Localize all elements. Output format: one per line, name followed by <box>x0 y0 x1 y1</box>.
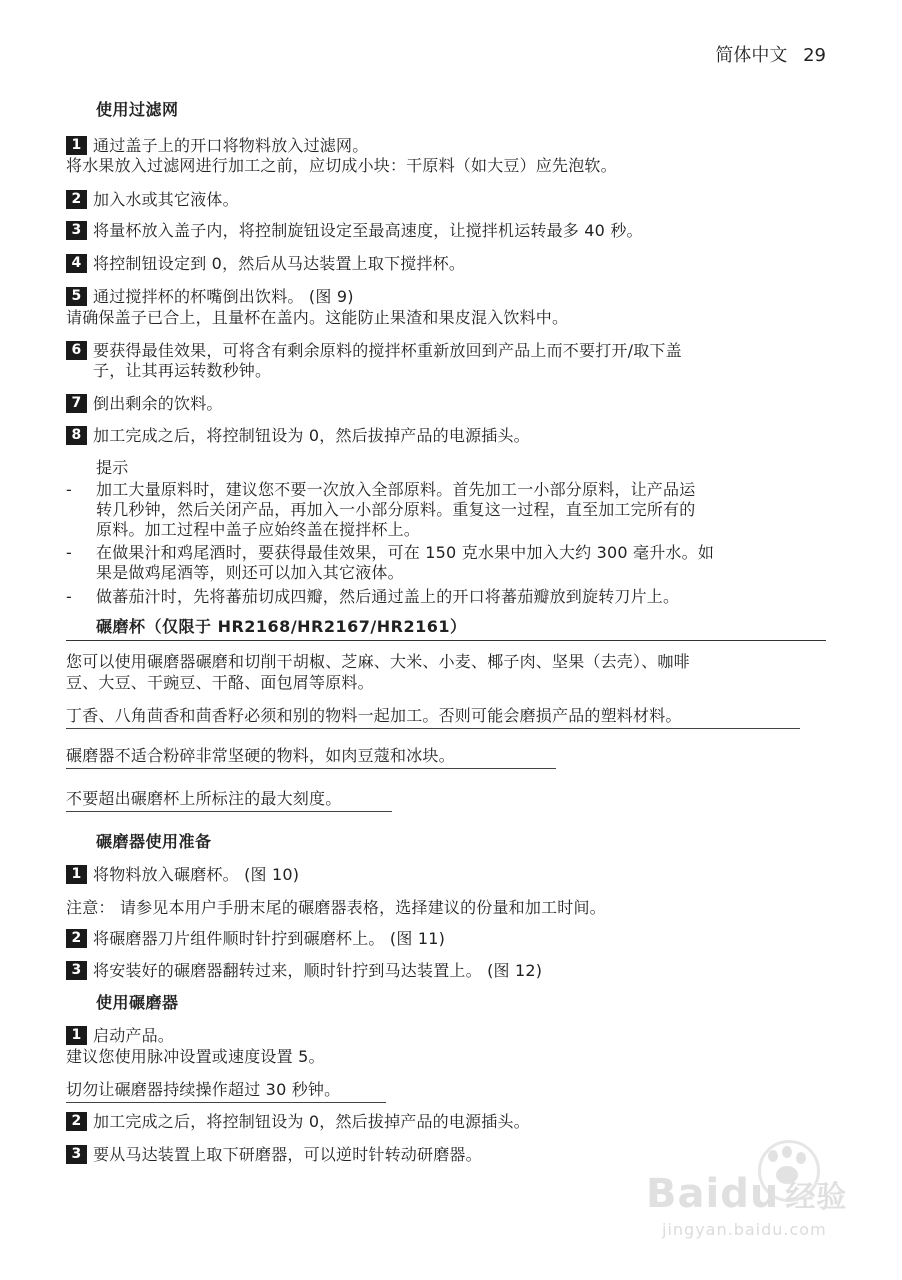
section-title-prep: 碾磨器使用准备 <box>96 832 212 851</box>
step-number: 1 <box>66 136 87 155</box>
prep-step-3 <box>66 961 542 981</box>
warning-text: 丁香、八角茴香和茴香籽必须和别的物料一起加工。否则可能会磨损产品的塑料材料。 <box>66 706 682 725</box>
step-text: 将物料放入碾磨杯。 (图 10) <box>93 865 300 884</box>
mill-intro-line-2: 豆、大豆、干豌豆、干酪、面包屑等原料。 <box>66 673 374 692</box>
warning-text: 切勿让碾磨器持续操作超过 30 秒钟。 <box>66 1080 341 1099</box>
step-text: 加入水或其它液体。 <box>93 190 239 209</box>
use-step-3 <box>66 1145 482 1165</box>
step-text: 将安装好的碾磨器翻转过来，顺时针拧到马达装置上。 (图 12) <box>93 961 543 980</box>
watermark-brand-text: Baidu <box>646 1171 780 1217</box>
tip-bullet: - <box>66 587 72 606</box>
filter-step-6 <box>66 341 682 361</box>
mill-warning-1 <box>66 706 800 729</box>
step-number: 4 <box>66 254 87 273</box>
mill-intro-line-1: 您可以使用碾磨器碾磨和切削干胡椒、芝麻、大米、小麦、椰子肉、坚果（去壳）、咖啡 <box>66 652 690 671</box>
section-divider <box>66 640 826 641</box>
header-language: 简体中文 <box>715 45 788 66</box>
tip-1-line-2: 转几秒钟，然后关闭产品，再加入一小部分原料。重复这一过程，直至加工完所有的 <box>96 500 696 519</box>
tip-1-line-1: 加工大量原料时，建议您不要一次放入全部原料。首先加工一小部分原料，让产品运 <box>96 480 696 499</box>
tips-title: 提示 <box>96 458 129 477</box>
step-text: 将碾磨器刀片组件顺时针拧到碾磨杯上。 (图 11) <box>93 929 446 948</box>
filter-step-5 <box>66 287 354 307</box>
use-step-1 <box>66 1026 174 1046</box>
step-text: 加工完成之后，将控制钮设为 0，然后拔掉产品的电源插头。 <box>93 1112 530 1131</box>
section-title-mill: 碾磨杯（仅限于 HR2168/HR2167/HR2161） <box>96 617 467 636</box>
step-number: 6 <box>66 341 87 360</box>
step-text: 加工完成之后，将控制钮设为 0，然后拔掉产品的电源插头。 <box>93 426 530 445</box>
step-number: 8 <box>66 426 87 445</box>
step-text: 要获得最佳效果，可将含有剩余原料的搅拌杯重新放回到产品上而不要打开/取下盖 <box>93 341 682 360</box>
warning-text: 碾磨器不适合粉碎非常坚硬的物料，如肉豆蔻和冰块。 <box>66 746 455 765</box>
step-number: 1 <box>66 1026 87 1045</box>
tip-1-line-3: 原料。加工过程中盖子应始终盖在搅拌杯上。 <box>96 520 421 539</box>
prep-step-2 <box>66 929 445 949</box>
step-number: 7 <box>66 394 87 413</box>
mill-warning-2 <box>66 746 556 769</box>
page-header <box>715 44 826 68</box>
filter-step-2 <box>66 190 239 210</box>
filter-step-8 <box>66 426 530 446</box>
filter-note-5: 请确保盖子已合上，且量杯在盖内。这能防止果渣和果皮混入饮料中。 <box>66 308 569 327</box>
prep-step-1 <box>66 865 299 885</box>
filter-note-1: 将水果放入过滤网进行加工之前，应切成小块：干原料（如大豆）应先泡软。 <box>66 156 617 175</box>
step-number: 3 <box>66 1145 87 1164</box>
filter-step-1 <box>66 136 368 156</box>
paw-toe <box>782 1146 792 1158</box>
step-text: 启动产品。 <box>93 1026 175 1045</box>
mill-warning-3 <box>66 789 392 812</box>
section-title-filter: 使用过滤网 <box>96 100 179 119</box>
tip-2-line-2: 果是做鸡尾酒等，则还可以加入其它液体。 <box>96 563 404 582</box>
step-text: 通过搅拌杯的杯嘴倒出饮料。 (图 9) <box>93 287 354 306</box>
step-number: 3 <box>66 961 87 980</box>
step-number: 5 <box>66 287 87 306</box>
use-step-2 <box>66 1112 530 1132</box>
step-text: 通过盖子上的开口将物料放入过滤网。 <box>93 136 369 155</box>
tip-bullet: - <box>66 480 72 499</box>
page-number: 29 <box>803 45 826 66</box>
step-number: 2 <box>66 1112 87 1131</box>
step-number: 3 <box>66 221 87 240</box>
use-warning <box>66 1080 386 1103</box>
tip-2-line-1: 在做果汁和鸡尾酒时，要获得最佳效果，可在 150 克水果中加入大约 300 毫升水。如 <box>96 543 715 562</box>
step-text: 倒出剩余的饮料。 <box>93 394 223 413</box>
step-text: 将控制钮设定到 0，然后从马达装置上取下搅拌杯。 <box>93 254 466 273</box>
prep-note: 注意： 请参见本用户手册末尾的碾磨器表格，选择建议的份量和加工时间。 <box>66 898 606 917</box>
filter-step-7 <box>66 394 223 414</box>
watermark-brand <box>646 1172 847 1220</box>
filter-step-3 <box>66 221 643 241</box>
use-note-1: 建议您使用脉冲设置或速度设置 5。 <box>66 1047 325 1066</box>
paw-toe <box>796 1152 806 1164</box>
filter-step-6-cont: 子，让其再运转数秒钟。 <box>93 361 272 380</box>
paw-toe <box>768 1150 778 1162</box>
warning-text: 不要超出碾磨杯上所标注的最大刻度。 <box>66 789 342 808</box>
step-number: 2 <box>66 929 87 948</box>
step-text: 要从马达装置上取下研磨器，可以逆时针转动研磨器。 <box>93 1145 482 1164</box>
step-text: 将量杯放入盖子内，将控制旋钮设定至最高速度，让搅拌机运转最多 40 秒。 <box>93 221 643 240</box>
watermark <box>640 1140 880 1250</box>
step-number: 2 <box>66 190 87 209</box>
filter-step-4 <box>66 254 465 274</box>
watermark-brand-cn: 经验 <box>785 1180 848 1215</box>
step-number: 1 <box>66 865 87 884</box>
tip-3-line-1: 做蕃茄汁时，先将蕃茄切成四瓣，然后通过盖上的开口将蕃茄瓣放到旋转刀片上。 <box>96 587 680 606</box>
section-title-use: 使用碾磨器 <box>96 993 179 1012</box>
tip-bullet: - <box>66 543 72 562</box>
watermark-url: jingyan.baidu.com <box>662 1220 827 1239</box>
